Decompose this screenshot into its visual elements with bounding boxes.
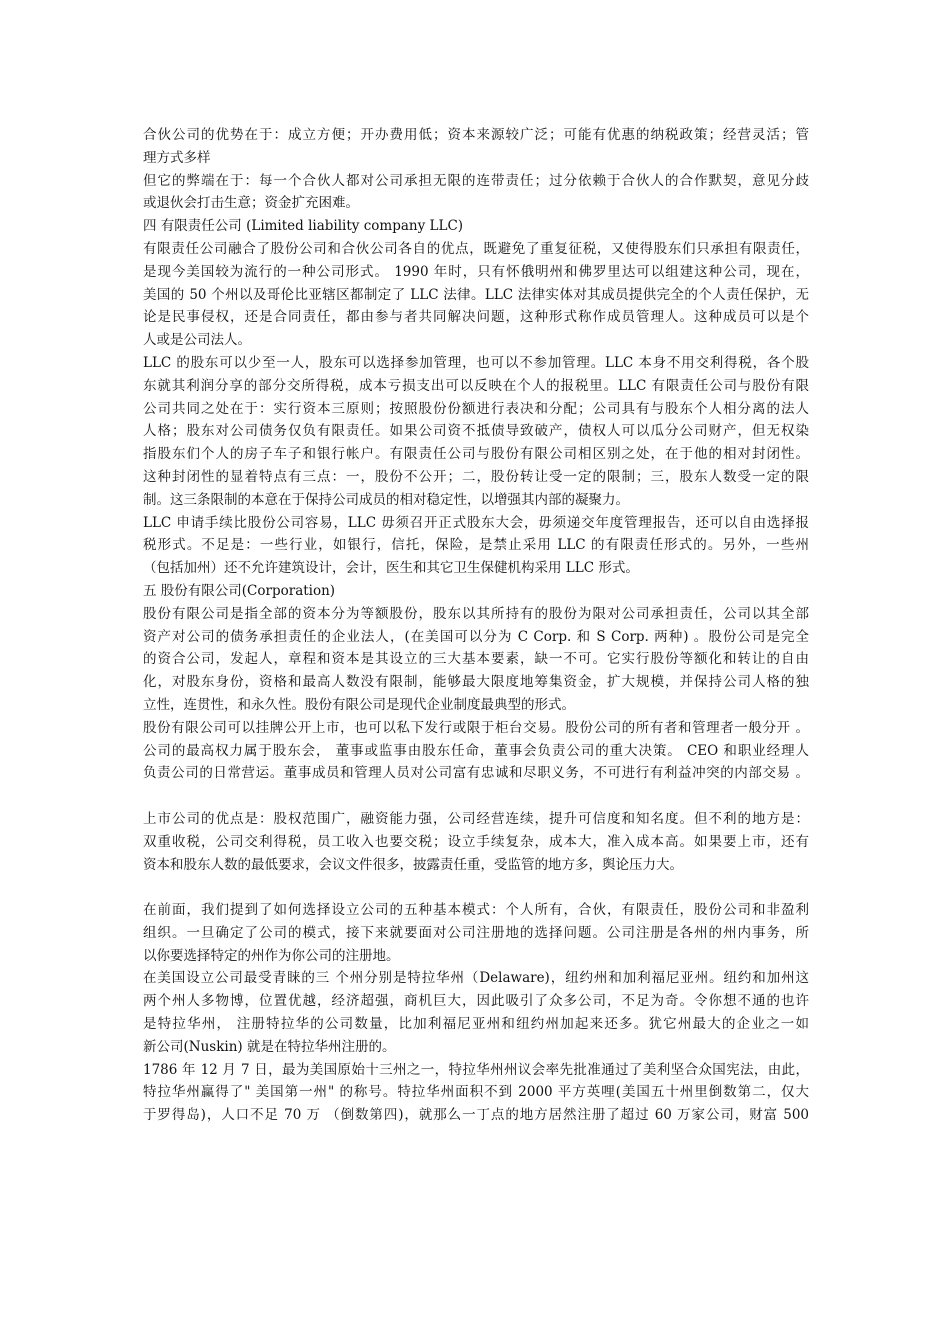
text-line: 美国的 50 个州以及哥伦比亚辖区都制定了 LLC 法律。LLC 法律实体对其成员提供完全的个人责任保护，无 bbox=[143, 286, 809, 303]
text-line: 于罗得岛)，人口不足 70 万 （倒数第四)，就那么一丁点的地方居然注册了超过 60 万家公司，财富 500 bbox=[143, 1107, 809, 1124]
text-line: 立性，连贯性，和永久性。股份有限公司是现代企业制度最典型的形式。 bbox=[143, 696, 575, 713]
text-line: 新公司(Nuskin) 就是在特拉华州注册的。 bbox=[143, 1038, 396, 1055]
text-line: 这种封闭性的显着特点有三点：一，股份不公开；二，股份转让受一定的限制；三，股东人数受一定的限 bbox=[143, 468, 809, 485]
text-line: 指股东们个人的房子车子和银行帐户。有限责任公司与股份有限公司相区别之处，在于他的相对封闭性。 bbox=[143, 446, 809, 463]
text-line: LLC 申请手续比股份公司容易，LLC 毋须召开正式股东大会，毋须递交年度管理报告，还可以自由选择报 bbox=[143, 514, 809, 531]
text-line: 税形式。不足是：一些行业，如银行，信托，保险，是禁止采用 LLC 的有限责任形式的。另外，一些州 bbox=[143, 537, 809, 554]
text-line: 两个州人多物博，位置优越，经济超强，商机巨大，因此吸引了众多公司，不足为奇。令你想不通的也许 bbox=[143, 993, 809, 1010]
text-line: 或退伙会打击生意；资金扩充困难。 bbox=[143, 195, 359, 212]
text-line: 组织。一旦确定了公司的模式，接下来就要面对公司注册地的选择问题。公司注册是各州的州内事务，所 bbox=[143, 924, 809, 941]
text-line: 是现今美国较为流行的一种公司形式。 1990 年时，只有怀俄明州和佛罗里达可以组建这种公司，现在， bbox=[143, 263, 809, 280]
section-heading: 四 有限责任公司 (Limited liability company LLC) bbox=[143, 218, 464, 235]
text-line: 股份有限公司是指全部的资本分为等额股份，股东以其所持有的股份为限对公司承担责任，公司以其全部 bbox=[143, 605, 809, 622]
text-line: 东就其利润分享的部分交所得税，成本亏损支出可以反映在个人的报税里。LLC 有限责任公司与股份有限 bbox=[143, 377, 809, 394]
paragraph-gap bbox=[143, 876, 809, 899]
text-line: 论是民事侵权，还是合同责任，都由参与者共同解决问题，这种形式称作成员管理人。这种成员可以是个 bbox=[143, 309, 809, 326]
text-line: 特拉华州赢得了" 美国第一州" 的称号。特拉华州面积不到 2000 平方英哩(美国五十州里倒数第二，仅大 bbox=[143, 1084, 809, 1101]
text-line: 但它的弊端在于：每一个合伙人都对公司承担无限的连带责任；过分依赖于合伙人的合作默契，意见分歧 bbox=[143, 172, 809, 189]
text-line: 以你要选择特定的州作为你公司的注册地。 bbox=[143, 947, 400, 964]
paragraph-gap bbox=[143, 785, 809, 808]
text-line: 有限责任公司融合了股份公司和合伙公司各自的优点，既避免了重复征税，又使得股东们只承担有限责任， bbox=[143, 240, 809, 257]
text-line: 的资合公司，发起人，章程和资本是其设立的三大基本要素，缺一不可。它实行股份等额化和转让的自由 bbox=[143, 651, 809, 668]
text-line: 公司共同之处在于：实行资本三原则；按照股份份额进行表决和分配；公司具有与股东个人相分离的法人 bbox=[143, 400, 809, 417]
text-line: 双重收税，公司交利得税，员工收入也要交税；设立手续复杂，成本大，准入成本高。如果要上市，还有 bbox=[143, 833, 809, 850]
text-line: 资产对公司的债务承担责任的企业法人，(在美国可以分为 C Corp. 和 S Corp. 两种) 。股份公司是完全 bbox=[143, 628, 809, 645]
text-line: 公司的最高权力属于股东会， 董事或监事由股东任命，董事会负责公司的重大决策。 CEO 和职业经理人 bbox=[143, 742, 809, 759]
text-line: 1786 年 12 月 7 日，最为美国原始十三州之一，特拉华州州议会率先批准通过了美利坚合众国宪法，由此， bbox=[143, 1061, 809, 1078]
text-line: LLC 的股东可以少至一人，股东可以选择参加管理，也可以不参加管理。LLC 本身不用交利得税，各个股 bbox=[143, 354, 809, 371]
document-body bbox=[143, 124, 809, 1127]
text-line: 合伙公司的优势在于：成立方便；开办费用低；资本来源较广泛；可能有优惠的纳税政策；经营灵活；管 bbox=[143, 127, 809, 143]
text-line: 资本和股东人数的最低要求，会议文件很多，披露责任重，受监管的地方多，舆论压力大。 bbox=[143, 856, 683, 873]
text-line: 人或是公司法人。 bbox=[143, 332, 251, 349]
text-line: 是特拉华州， 注册特拉华的公司数量，比加利福尼亚州和纽约州加起来还多。犹它州最大的企业之一如 bbox=[143, 1016, 809, 1033]
text-line: 上市公司的优点是：股权范围广，融资能力强，公司经营连续，提升可信度和知名度。但不利的地方是： bbox=[143, 810, 809, 827]
text-line: 负责公司的日常营运。董事成员和管理人员对公司富有忠诚和尽职义务，不可进行有利益冲突的内部交易 。 bbox=[143, 765, 809, 782]
text-line: 理方式多样 bbox=[143, 149, 211, 166]
text-line: 在前面，我们提到了如何选择设立公司的五种基本模式：个人所有，合伙，有限责任，股份公司和非盈利 bbox=[143, 902, 809, 919]
text-line: 化，对股东身份，资格和最高人数没有限制，能够最大限度地筹集资金，扩大规模，并保持公司人格的独 bbox=[143, 674, 809, 691]
text-line: 制。这三条限制的本意在于保持公司成员的相对稳定性，以增强其内部的凝聚力。 bbox=[143, 491, 629, 508]
text-line: 股份有限公司可以挂牌公开上市，也可以私下发行或限于柜台交易。股份公司的所有者和管理者一般分开 。 bbox=[143, 719, 809, 736]
text-line: （包括加州）还不允许建筑设计，会计，医生和其它卫生保健机构采用 LLC 形式。 bbox=[143, 560, 639, 577]
text-line: 人格；股东对公司债务仅负有限责任。如果公司资不抵债导致破产，债权人可以瓜分公司财产，但无权染 bbox=[143, 423, 809, 440]
text-line: 在美国设立公司最受青睐的三 个州分别是特拉华州（Delaware)，纽约州和加利福尼亚州。纽约和加州这 bbox=[143, 970, 809, 987]
section-heading: 五 股份有限公司(Corporation) bbox=[143, 582, 336, 599]
